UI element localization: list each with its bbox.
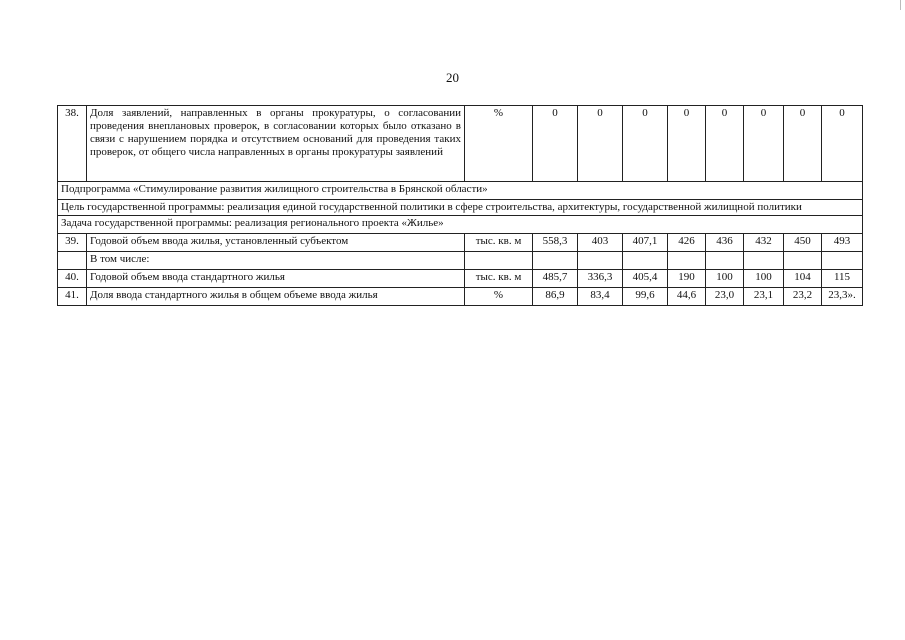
indicator-value: 44,6	[668, 288, 706, 306]
indicator-value: 558,3	[533, 234, 578, 252]
table-row-41	[58, 288, 863, 306]
indicator-value	[706, 252, 744, 270]
indicator-value: 115	[822, 270, 863, 288]
indicator-value: 100	[744, 270, 784, 288]
indicator-value: 0	[668, 106, 706, 182]
indicator-value: 0	[533, 106, 578, 182]
indicator-value: 100	[706, 270, 744, 288]
indicator-value: 426	[668, 234, 706, 252]
indicator-value: 405,4	[623, 270, 668, 288]
indicator-value: 0	[822, 106, 863, 182]
indicator-name: Годовой объем ввода жилья, установленный субъектом	[87, 234, 465, 252]
indicator-value: 23,2	[784, 288, 822, 306]
row-number: 41.	[58, 288, 87, 306]
row-number: 39.	[58, 234, 87, 252]
table-row-39	[58, 234, 863, 252]
indicator-name: Годовой объем ввода стандартного жилья	[87, 270, 465, 288]
indicator-value: 485,7	[533, 270, 578, 288]
indicator-value: 0	[706, 106, 744, 182]
indicator-value	[784, 252, 822, 270]
page-number: 20	[446, 70, 459, 85]
row-number	[58, 252, 87, 270]
indicator-value: 23,3».	[822, 288, 863, 306]
indicator-value: 86,9	[533, 288, 578, 306]
indicator-unit: %	[465, 288, 533, 306]
section-row-subprogram	[58, 182, 863, 200]
indicator-name: Доля ввода стандартного жилья в общем объеме ввода жилья	[87, 288, 465, 306]
indicator-value: 403	[578, 234, 623, 252]
indicator-value: 190	[668, 270, 706, 288]
indicator-unit: тыс. кв. м	[465, 270, 533, 288]
indicator-value: 407,1	[623, 234, 668, 252]
indicator-value: 493	[822, 234, 863, 252]
indicator-name: В том числе:	[87, 252, 465, 270]
row-number: 38.	[58, 106, 87, 182]
section-row-goal	[58, 200, 863, 216]
indicator-value: 0	[744, 106, 784, 182]
indicator-value: 450	[784, 234, 822, 252]
indicator-name: Доля заявлений, направленных в органы прокуратуры, о согласовании проведения внеплановых проверок, в согласовании которых было отказано в связи с нарушением порядка и отсутствием оснований для проведения таких проверок, от общего числа направленных в органы прокуратуры заявлений	[87, 106, 465, 182]
table-row-including	[58, 252, 863, 270]
indicator-value	[668, 252, 706, 270]
indicator-unit	[465, 252, 533, 270]
indicator-value: 104	[784, 270, 822, 288]
table-row-38	[58, 106, 863, 182]
row-number: 40.	[58, 270, 87, 288]
indicator-value: 99,6	[623, 288, 668, 306]
subprogram-title: Подпрограмма «Стимулирование развития жилищного строительства в Брянской области»	[58, 182, 863, 200]
indicator-value	[822, 252, 863, 270]
section-row-task	[58, 216, 863, 234]
indicator-value: 83,4	[578, 288, 623, 306]
indicator-value	[744, 252, 784, 270]
indicators-table	[57, 105, 863, 306]
indicator-value	[533, 252, 578, 270]
indicator-unit: тыс. кв. м	[465, 234, 533, 252]
indicator-value	[578, 252, 623, 270]
indicator-value: 432	[744, 234, 784, 252]
page-edge-mark	[900, 0, 901, 10]
indicator-value: 336,3	[578, 270, 623, 288]
indicator-value: 0	[578, 106, 623, 182]
indicator-value: 23,1	[744, 288, 784, 306]
indicator-unit: %	[465, 106, 533, 182]
indicator-value: 436	[706, 234, 744, 252]
table-row-40	[58, 270, 863, 288]
program-task: Задача государственной программы: реализация регионального проекта «Жилье»	[58, 216, 863, 234]
indicator-value: 0	[784, 106, 822, 182]
program-goal: Цель государственной программы: реализация единой государственной политики в сфере строительства, архитектуры, государственной жилищной политики	[58, 200, 863, 216]
indicator-value: 0	[623, 106, 668, 182]
indicator-value	[623, 252, 668, 270]
indicator-value: 23,0	[706, 288, 744, 306]
